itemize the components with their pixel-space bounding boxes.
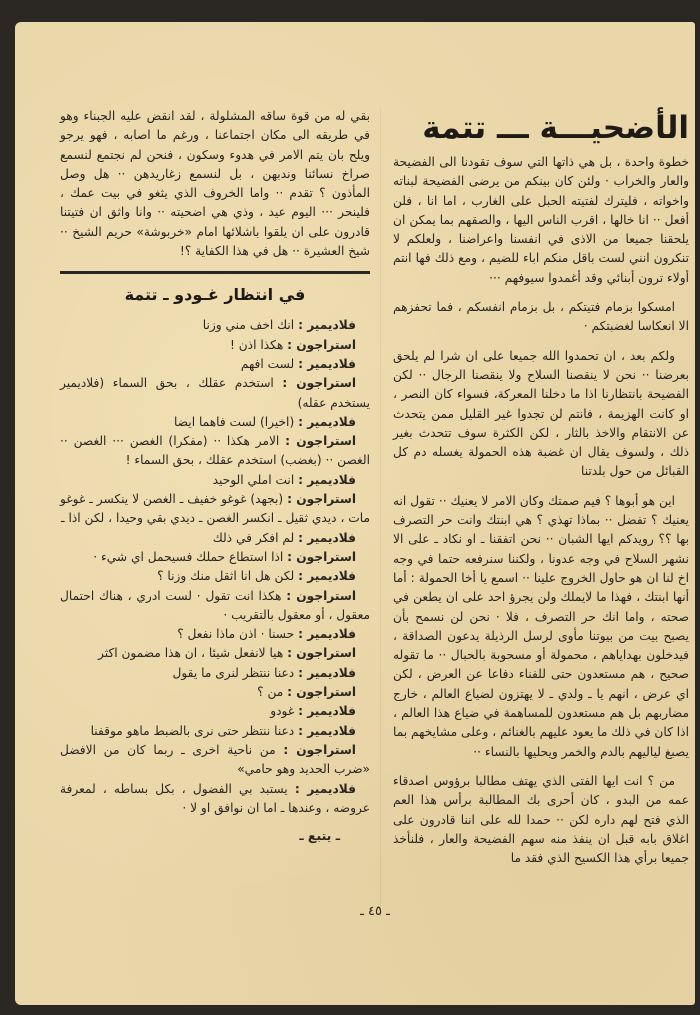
dialogue-line [60,741,370,780]
intro-paragraph: بقي له من قوة ساقه المشلولة ، لقد انقض عليه الجبناء وهو في طريقه الى مكان اجتماعنا ، ورغم ما اصابه ، فهو يرجو ويلح بان يتم الامر في هدوء وسكون ، فنحن لم نجتمع لنسمع صراخ نسائنا وندبهن ، بل لنسمع زغاريدهن ·· هل وصل المأذون ؟ تقدم ·· واما الخروف الذي يثغو في بيت عمك ، فلينحر ··· اليوم عيد ، وذي هي اضحيته ·· وانا واثق ان فتيتنا قادرون على ان يلقوا باشلائها امام «خربوشة» حريم الشيخ ·· شيخ العشيرة ·· هل في هذا الكفاية ؟! [60,109,370,259]
dialogue-text: انك اخف مني وزنا [202,318,299,333]
dialogue-text: هكذا انت تقول · لست ادري ، هناك احتمال معقول ، أو معقول بالتقريب · [60,588,370,622]
dialogue-text: هكذا اذن ! [229,337,288,352]
speaker-name: استراجون : [287,549,356,564]
dialogue-line [60,625,370,644]
speaker-name: فلاديمير : [298,569,356,584]
speaker-name: استراجون : [282,376,356,391]
dialogue-line [60,432,370,471]
dialogue-text: اذا استطاع حملك فسيحمل اي شيء · [93,549,288,564]
magazine-page [15,22,695,1005]
right-column [393,107,689,878]
dialogue-text: لم افكر في ذلك [212,530,299,545]
speaker-name: فلاديمير : [294,781,356,796]
dialogue-line [60,644,370,663]
dialogue-text: يستبد بي الفضول ، بكل بساطه ، لمعرفة عروضه ، وعندها ـ اما ان نوافق او لا · [60,781,370,815]
dialogue-text: غودو [270,704,299,719]
dialogue-text: هيا لانفعل شيئا ، ان هذا مضمون اكثر [97,646,288,661]
speaker-name: استراجون : [285,434,356,449]
speaker-name: فلاديمير : [298,627,356,642]
to-be-continued: ـ يتبع ـ [299,828,340,844]
dialogue-text: (اخيرا) لست فاهما ايضا [174,414,299,429]
dialogue-line [60,587,370,626]
dialogue-text: (بجهد) غوغو خفيف ـ الغصن لا ينكسر ـ غوغو مات ، ديدي ثقيل ـ انكسر الغصن ـ ديدي بقي وحيدا ، لكن اذا ـ [60,492,370,526]
speaker-name: فلاديمير : [298,530,356,545]
speaker-name: فلاديمير : [298,472,356,487]
speaker-name: فلاديمير : [298,723,356,738]
dialogue-line [60,355,370,374]
speaker-name: فلاديمير : [298,356,356,371]
paragraph: خطوة واحدة ، بل هي ذاتها التي سوف تقودنا الى الفضيحة والعار والخراب · ولئن كان بينكم من يرضى الفضيحة لبناته واخواته ، فليترك لفتيته الحبل على الغارب ، اما انا ، فلن أفعل ·· انا خالها ، اقرب الناس اليها ، والصقهم بما يمكن ان يلحقنا جميعا من الاذى في انفسنا واعراضنا ، ولعلكم لا تنكرون انني لست باقل منكم اباء للضيم ، ومع ذلك فها انتم أولاء ترون أبنائي وقد أغمدوا سيوفهم ··· [393,155,689,285]
dialogue-text: لست افهم [240,356,299,371]
article-title: الأضحيـــة ـــ تتمة [422,110,689,146]
paragraph: ولكم بعد ، ان تحمدوا الله جميعا على ان شرا لم يلحق بعرضنا ·· نحن لا ينقصنا السلاح ولا ينقصنا الرجال ·· لكن الفضيحة بانتظارنا اذا ما دخلنا المعركة، فسواء كان النصر ، او كانت الهزيمة ، فانتم لن تجدوا غير القليل ممن يتحدث عن الانتقام والاخذ بالثار ، لكن الكثرة سوف تتحدث بغير ذلك ، ولسوف يقال ان غضبة هذه الحمولة يغسله دم كل القبائل من حول بلدتنا [393,348,689,479]
speaker-name: فلاديمير : [298,665,356,680]
speaker-name: فلاديمير : [298,318,356,333]
speaker-name: استراجون : [287,685,356,700]
column-divider [380,107,381,917]
speaker-name: استراجون : [283,742,356,757]
dialogue-line [60,471,370,490]
dialogue-line [60,529,370,548]
left-column [60,107,370,843]
speaker-name: فلاديمير : [298,704,356,719]
dialogue-line [60,722,370,741]
speaker-name: استراجون : [286,588,356,603]
paragraph: اين هو أبوها ؟ فيم صمتك وكان الامر لا يعنيك ·· تقول انه يعنيك ؟ تفضل ·· بماذا تهذي ؟ هي ابنتك وانت حر التصرف بها ؟؟ رويدكم ايها الشبان ·· نحن اتفقنا ـ او نكاد ـ على الا نشهر السلاح في وجه عدونا ، ولكننا سنرفعه حتما في وجه اخ لنا ان هو حاول الخروج علينا ·· اسمع يا أخا الحمولة : أما أنها ابنتك ، فهذا ما لايملك ولن يجرؤ احد على ان يطعن في صحته ، واما انك حر التصرف ، فلا · نحن لن نسمح بأن يصبح بيت من بيوتنا مأوى لرسل الرذيلة يدعون الصداقة ، فيدخلون بهداياهم ، محمولة أو مسحوبة بالحبال ·· ما تقوله صحيح ، هم مستعدون حتى للفناء دفاعا عن العرض ، لكن اي عرض ، انهم يا ـ ولدي ـ لا يهتزون لضياع العالم ، خارج مضاربهم بل هم مستعدون للمساهمة في ضياع هذا العالم ، اذا كان في ذلك ما يعود عليهم بالغنائم ، وعلى مشايخهم بما يصبغ لياليهم بالدم والخمر ويحليها بالنساء ·· [393,493,689,759]
paragraph: امسكوا بزمام فتيتكم ، بل بزمام انفسكم ، فما تحفزهم الا انعكاسا لغضبتكم · [393,300,689,334]
paragraph: من ؟ انت ايها الفتى الذي يهتف مطالبا برؤوس اصدقاء عمه من البدو ، كان أحرى بك المطالبة برأس هذا العم الذي فتح لهم داره لكن ·· حمدا لله على اننا قادرون على اغلاق بابه قبل ان ينفذ منه سهم الفضيحة والعار ، فلنأخذ جميعا برأي هذا الكسيح الذي فقد ما [393,773,689,866]
dialogue-text: انت املي الوحيد [212,472,299,487]
dialogue-line [60,413,370,432]
dialogue-text: استخدم عقلك ، بحق السماء (فلاديمير يستخدم عقله) [60,376,370,410]
dialogue-text: من ؟ [257,685,288,700]
speaker-name: استراجون : [287,646,356,661]
dialogue-text: دعنا ننتظر حتى نرى بالضبط ماهو موقفنا [90,723,299,738]
dialogue-line [60,780,370,819]
page-number: ـ ٤٥ ـ [360,904,390,919]
dialogue-line [60,683,370,702]
dialogue-text: الامر هكذا ·· (مفكرا) الغصن ··· الغصن ·· الغصن ·· (بغضب) استخدم عقلك ، بحق السماء ! [60,434,370,468]
speaker-name: استراجون : [287,492,357,507]
dialogue-text: دعنا ننتظر لنرى ما يقول [172,665,299,680]
section-title: في انتظار غـودو ـ تتمة [124,285,306,305]
dialogue-line [60,316,370,335]
dialogue-line [60,702,370,721]
dialogue-line [60,548,370,567]
dialogue-line [60,374,370,413]
dialogue-text: من ناحية اخرى ـ ربما كان من الافضل «ضرب الحديد وهو حامي» [60,742,370,777]
dialogue-line [60,567,370,586]
speaker-name: استراجون : [287,337,356,352]
dialogue-text: لكن هل انا اثقل منك وزنا ؟ [157,569,299,584]
speaker-name: فلاديمير : [298,414,356,429]
section-rule [60,271,370,274]
dialogue-text: حسنا · اذن ماذا نفعل ؟ [177,627,299,642]
dialogue-line [60,664,370,683]
dialogue-line [60,490,370,529]
dialogue-line [60,336,370,355]
dialogue [60,316,370,818]
